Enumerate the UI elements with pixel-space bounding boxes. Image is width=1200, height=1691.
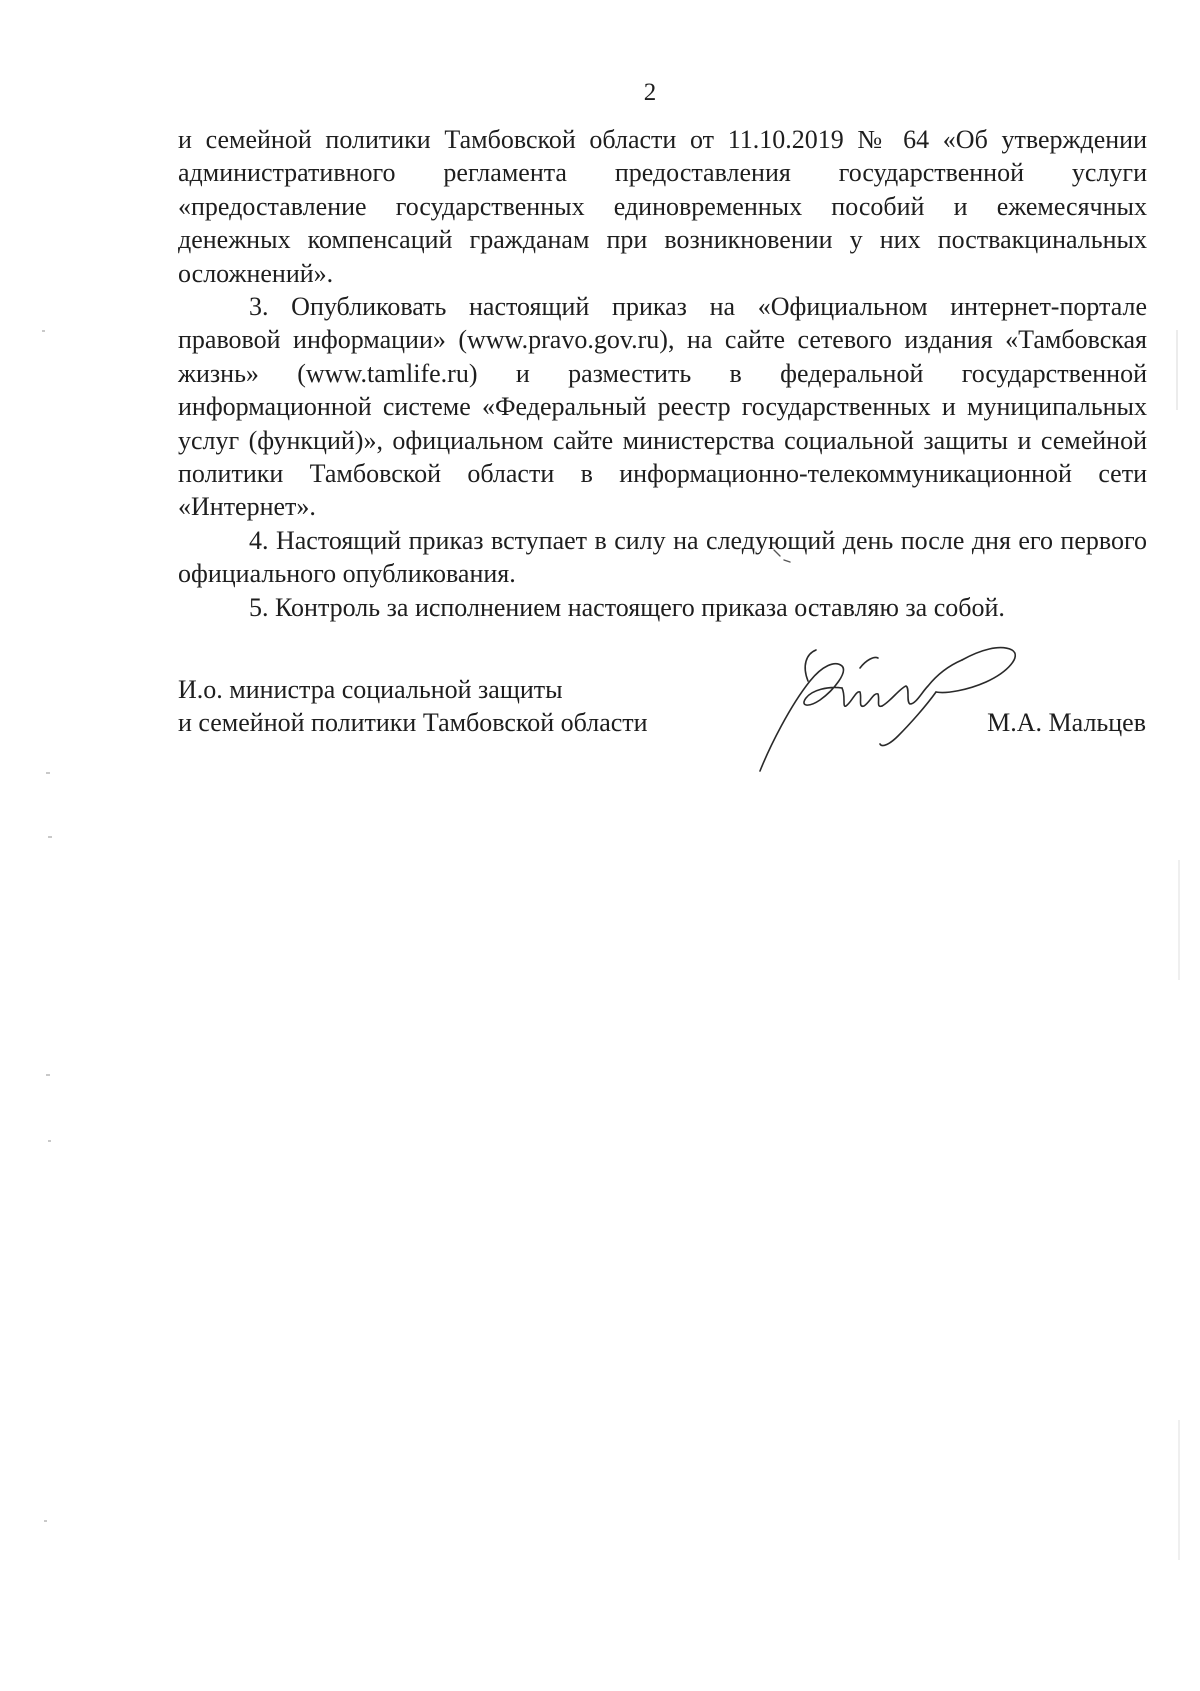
scan-edge-mark xyxy=(1176,330,1178,410)
paragraph-item-3: 3. Опубликовать настоящий приказ на «Официальном интернет-портале правовой информации» (www.pravo.gov.ru), на сайте сетевого издания «Тамбовская жизнь» (www.tamlife.ru) и разместить в федеральной государственной информационной системе «Федеральный реестр государственных и муниципальных услуг (функций)», официальном сайте министерства социальной защиты и семейной политики Тамбовской области в информационно-телекоммуникационной сети «Интернет». xyxy=(178,292,1147,522)
scan-speck xyxy=(46,772,50,774)
scan-edge-mark xyxy=(1178,860,1180,980)
scan-mark xyxy=(772,548,794,564)
signatory-position-line-1: И.о. министра социальной защиты xyxy=(178,675,563,704)
scan-speck xyxy=(42,330,45,332)
paragraph-item-4: 4. Настоящий приказ вступает в силу на следующий день после дня его первого официального опубликования. xyxy=(178,525,1147,589)
page-number: 2 xyxy=(643,79,657,106)
scan-speck xyxy=(46,1074,50,1076)
scan-edge-mark xyxy=(1178,1420,1180,1560)
scan-speck xyxy=(48,1140,51,1142)
signatory-position xyxy=(178,673,738,740)
scan-speck xyxy=(48,836,52,838)
scan-speck xyxy=(44,1520,47,1522)
signatory-name: М.А. Мальцев xyxy=(987,708,1146,737)
paragraph-continuation: и семейной политики Тамбовской области от 11.10.2019 № 64 «Об утверждении административного регламента предоставления государственной услуги «предоставление государственных единовременных пособий и ежемесячных денежных компенсаций гражданам при возникновении у них поствакцинальных осложнений». xyxy=(178,125,1147,288)
signatory-position-line-2: и семейной политики Тамбовской области xyxy=(178,708,648,738)
document-body xyxy=(178,123,1147,624)
paragraph-item-5: 5. Контроль за исполнением настоящего приказа оставляю за собой. xyxy=(249,592,1005,622)
